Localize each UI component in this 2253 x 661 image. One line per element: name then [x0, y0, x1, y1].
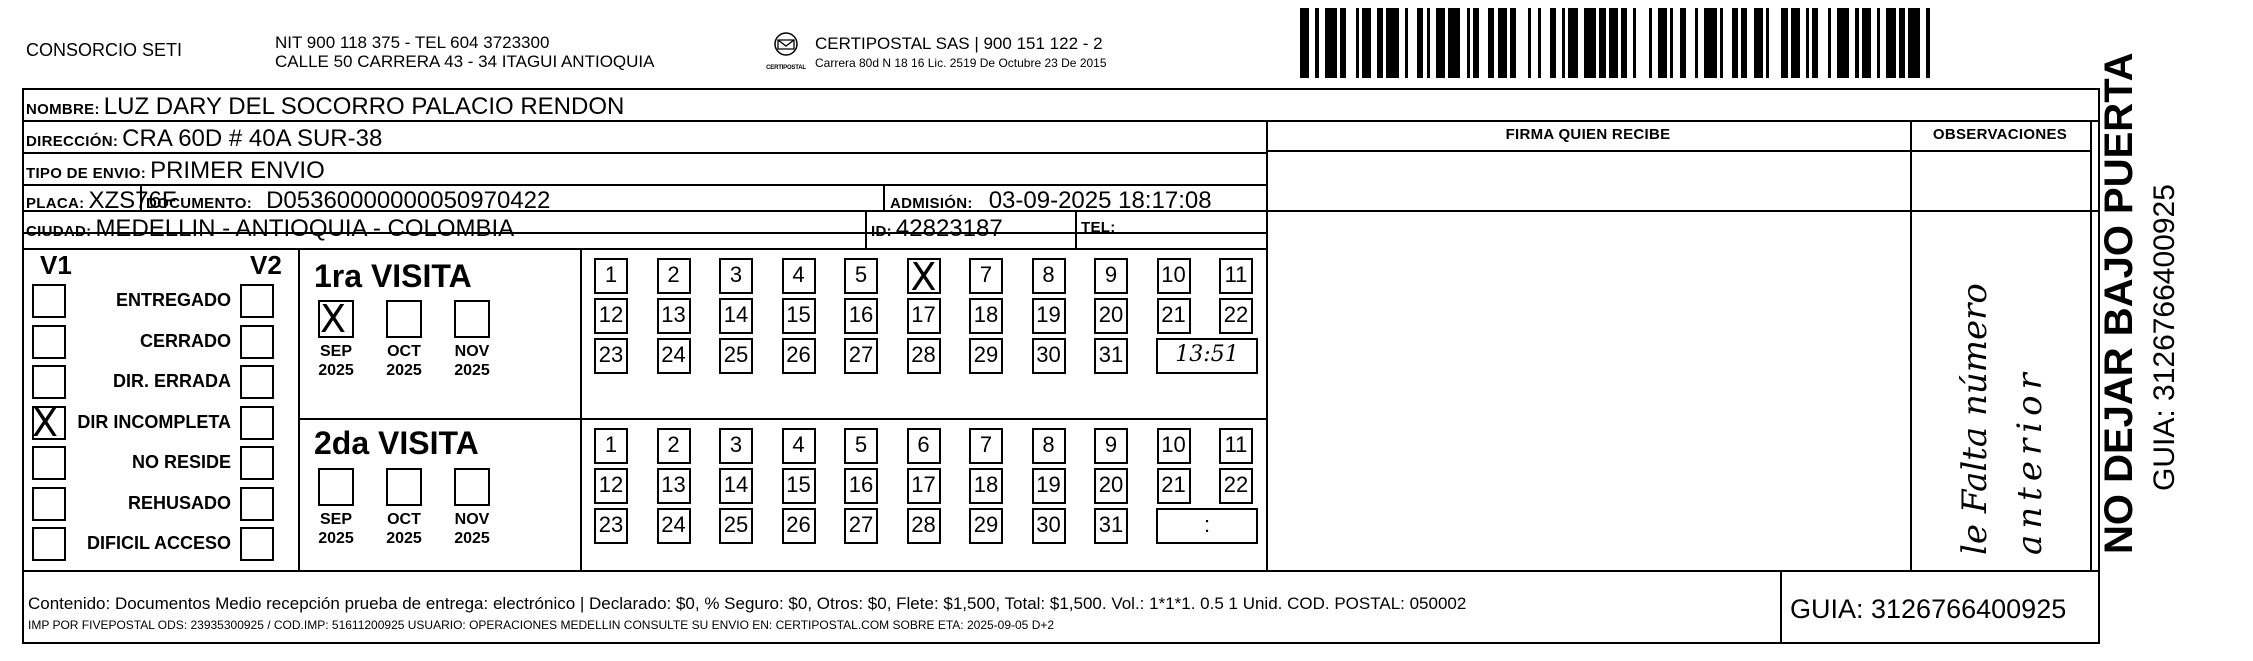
ciudad-value: MEDELLIN - ANTIOQUIA - COLOMBIA: [95, 215, 515, 242]
side-guia: GUIA: 3126766400925: [2148, 184, 2181, 491]
day-box[interactable]: 12: [594, 468, 628, 504]
day-box[interactable]: 28: [907, 338, 941, 374]
v1-checkbox[interactable]: [32, 365, 66, 399]
day-box[interactable]: 29: [969, 508, 1003, 544]
month-name: OCT: [387, 343, 421, 360]
documento-label: DOCUMENTO:: [146, 195, 253, 212]
id-label: ID:: [871, 223, 892, 240]
month-name: OCT: [387, 511, 421, 528]
month-checkbox[interactable]: [318, 297, 354, 341]
day-box[interactable]: 29: [969, 338, 1003, 374]
day-box[interactable]: 27: [844, 508, 878, 544]
day-box[interactable]: 23: [594, 508, 628, 544]
day-box[interactable]: 20: [1094, 468, 1128, 504]
company-name: CONSORCIO SETI: [26, 40, 183, 60]
day-box[interactable]: 1: [594, 258, 628, 294]
day-box[interactable]: 30: [1032, 338, 1066, 374]
day-box[interactable]: 15: [782, 298, 816, 334]
day-box[interactable]: 27: [844, 338, 878, 374]
day-box[interactable]: 2: [657, 258, 691, 294]
id-value: 42823187: [895, 215, 1003, 242]
month-checkbox[interactable]: [386, 300, 422, 338]
month-year: 2025: [454, 362, 490, 379]
envelope-icon: [765, 30, 807, 60]
placa-label: PLACA:: [26, 195, 85, 212]
day-box[interactable]: 19: [1032, 468, 1066, 504]
day-box[interactable]: 16: [844, 468, 878, 504]
status-label: CERRADO: [139, 330, 231, 351]
status-label: DIR. ERRADA: [112, 371, 231, 391]
checkmark-x: X: [32, 400, 59, 445]
day-box[interactable]: 15: [782, 468, 816, 504]
day-box[interactable]: 5: [844, 428, 878, 464]
day-box[interactable]: 21: [1157, 468, 1191, 504]
month-year: 2025: [318, 362, 354, 379]
day-box[interactable]: 25: [719, 338, 753, 374]
month-name: SEP: [319, 511, 352, 528]
admision-label: ADMISIÓN:: [890, 195, 973, 212]
day-box[interactable]: 10: [1157, 258, 1191, 294]
v1-checkbox[interactable]: [32, 487, 66, 521]
month-checkbox[interactable]: [454, 300, 490, 338]
no-dejar-bajo-puerta: NO DEJAR BAJO PUERTA: [2097, 52, 2141, 554]
observaciones-label: OBSERVACIONES: [1932, 126, 2068, 143]
month-name: NOV: [454, 511, 490, 528]
month-year: 2025: [318, 530, 354, 547]
nombre-label: NOMBRE:: [26, 101, 100, 118]
month-year: 2025: [386, 530, 422, 547]
tipo-envio-label: TIPO DE ENVIO:: [26, 165, 147, 182]
logo-text: CERTIPOSTAL: [766, 65, 806, 71]
day-box[interactable]: 9: [1094, 258, 1128, 294]
v2-checkbox[interactable]: [240, 487, 274, 521]
day-box[interactable]: 3: [719, 258, 753, 294]
day-box[interactable]: 9: [1094, 428, 1128, 464]
v1-label: V1: [40, 250, 72, 280]
footer-contenido: Contenido: Documentos Medio recepción prueba de entrega: electrónico | Declarado: $0, % Seguro: $0, Otros: $0, Flete: $1,500, Total: $1,500. Vol.: 1*1*1. 0.5 1 Unid. COD. POSTAL: 050002: [28, 594, 1467, 613]
nit-line-1: NIT 900 118 375 - TEL 604 3723300: [275, 33, 550, 52]
placa-value: XZS76F: [88, 187, 177, 214]
day-box[interactable]: 11: [1219, 428, 1253, 464]
day-box[interactable]: 8: [1032, 428, 1066, 464]
footer-guia: GUIA: 3126766400925: [1790, 594, 2067, 624]
day-box[interactable]: 18: [969, 468, 1003, 504]
status-label: DIFICIL ACCESO: [86, 533, 231, 553]
ciudad-field: [26, 215, 514, 243]
certipostal-line-2: Carrera 80d N 18 16 Lic. 2519 De Octubre 23 De 2015: [815, 56, 1107, 70]
month-year: 2025: [454, 530, 490, 547]
day-box[interactable]: 11: [1219, 258, 1253, 294]
direccion-value: CRA 60D # 40A SUR-38: [122, 125, 383, 152]
ciudad-label: CIUDAD:: [26, 223, 92, 240]
day-box[interactable]: 2: [657, 428, 691, 464]
day-box[interactable]: 24: [657, 338, 691, 374]
v2-label: V2: [250, 250, 282, 280]
nit-line-2: CALLE 50 CARRERA 43 - 34 ITAGUI ANTIOQUIA: [275, 52, 655, 71]
day-box[interactable]: 16: [844, 298, 878, 334]
nombre-value: LUZ DARY DEL SOCORRO PALACIO RENDON: [103, 93, 625, 120]
documento-value: D05360000000050970422: [266, 187, 551, 214]
v1-checkbox[interactable]: [32, 284, 66, 318]
direccion-label: DIRECCIÓN:: [26, 133, 119, 150]
day-box[interactable]: 21: [1157, 298, 1191, 334]
month-name: NOV: [454, 343, 490, 360]
day-box[interactable]: [907, 255, 941, 299]
day-box[interactable]: 28: [907, 508, 941, 544]
v1-checkbox[interactable]: [32, 325, 66, 359]
month-year: 2025: [386, 362, 422, 379]
checkmark-x: X: [320, 297, 347, 341]
day-box[interactable]: 25: [719, 508, 753, 544]
v1-checkbox[interactable]: [32, 527, 66, 561]
day-box[interactable]: 3: [719, 428, 753, 464]
observation-line-1: le Falta número: [1955, 283, 1995, 555]
day-box[interactable]: 6: [907, 428, 941, 464]
tel-label: TEL:: [1081, 219, 1116, 236]
day-box[interactable]: 8: [1032, 258, 1066, 294]
v2-checkbox[interactable]: [240, 527, 274, 561]
day-box[interactable]: 10: [1157, 428, 1191, 464]
direccion-field: [26, 125, 382, 153]
day-box[interactable]: 30: [1032, 508, 1066, 544]
footer-imp-line: IMP POR FIVEPOSTAL ODS: 23935300925 / COD.IMP: 51611200925 USUARIO: OPERACIONES MEDELLIN CONSULTE SU ENVIO EN: CERTIPOSTAL.COM SOBRE ETA: 2025-09-05 D+2: [28, 618, 1055, 632]
day-box[interactable]: 22: [1219, 298, 1253, 334]
checkmark-x: X: [910, 255, 937, 299]
day-box[interactable]: 7: [969, 258, 1003, 294]
day-box[interactable]: 20: [1094, 298, 1128, 334]
month-checkbox[interactable]: [318, 468, 354, 506]
observation-line-2: anterior: [2010, 367, 2050, 555]
first-visit-title: 1ra VISITA: [314, 258, 472, 294]
day-box[interactable]: 31: [1094, 508, 1128, 544]
month-name: SEP: [319, 343, 352, 360]
status-label: ENTREGADO: [115, 290, 231, 310]
v1-checkbox[interactable]: [32, 400, 66, 445]
day-box[interactable]: 23: [594, 338, 628, 374]
certipostal-logo: [765, 30, 807, 74]
status-label: DIR INCOMPLETA: [77, 411, 231, 432]
v2-checkbox[interactable]: [240, 446, 274, 480]
day-box[interactable]: 7: [969, 428, 1003, 464]
v1-checkbox[interactable]: [32, 446, 66, 480]
time-box[interactable]: :: [1156, 508, 1258, 544]
day-box[interactable]: 26: [782, 508, 816, 544]
v2-checkbox[interactable]: [240, 365, 274, 399]
day-box[interactable]: 17: [907, 468, 941, 504]
day-box[interactable]: 14: [719, 468, 753, 504]
day-box[interactable]: 13: [657, 298, 691, 334]
day-box[interactable]: 1: [594, 428, 628, 464]
v2-checkbox[interactable]: [240, 325, 274, 359]
day-box[interactable]: 17: [907, 298, 941, 334]
day-box[interactable]: 4: [782, 258, 816, 294]
v2-checkbox[interactable]: [240, 284, 274, 318]
time-box[interactable]: 13:51: [1156, 338, 1258, 374]
status-label: NO RESIDE: [131, 452, 231, 472]
certipostal-line-1: CERTIPOSTAL SAS | 900 151 122 - 2: [815, 34, 1103, 53]
nombre-field: [26, 93, 624, 121]
day-box[interactable]: 13: [657, 468, 691, 504]
day-box[interactable]: 19: [1032, 298, 1066, 334]
id-field: [871, 215, 1003, 243]
barcode: [1300, 8, 1940, 78]
month-checkbox[interactable]: [454, 468, 490, 506]
tipo-envio-field: [26, 157, 325, 185]
tipo-envio-value: PRIMER ENVIO: [150, 157, 325, 184]
tel-field: [1081, 219, 1120, 236]
second-visit-title: 2da VISITA: [314, 425, 479, 461]
day-box[interactable]: 24: [657, 508, 691, 544]
admision-value: 03-09-2025 18:17:08: [988, 187, 1212, 214]
day-box[interactable]: 14: [719, 298, 753, 334]
status-label: REHUSADO: [127, 492, 231, 513]
month-checkbox[interactable]: [386, 468, 422, 506]
documento-field: [146, 187, 550, 215]
day-box[interactable]: 4: [782, 428, 816, 464]
day-box[interactable]: 12: [594, 298, 628, 334]
day-box[interactable]: 22: [1219, 468, 1253, 504]
day-box[interactable]: 31: [1094, 338, 1128, 374]
admision-field: [890, 187, 1212, 215]
v2-checkbox[interactable]: [240, 406, 274, 440]
firma-label: FIRMA QUIEN RECIBE: [1505, 126, 1671, 143]
day-box[interactable]: 26: [782, 338, 816, 374]
day-box[interactable]: 18: [969, 298, 1003, 334]
day-box[interactable]: 5: [844, 258, 878, 294]
